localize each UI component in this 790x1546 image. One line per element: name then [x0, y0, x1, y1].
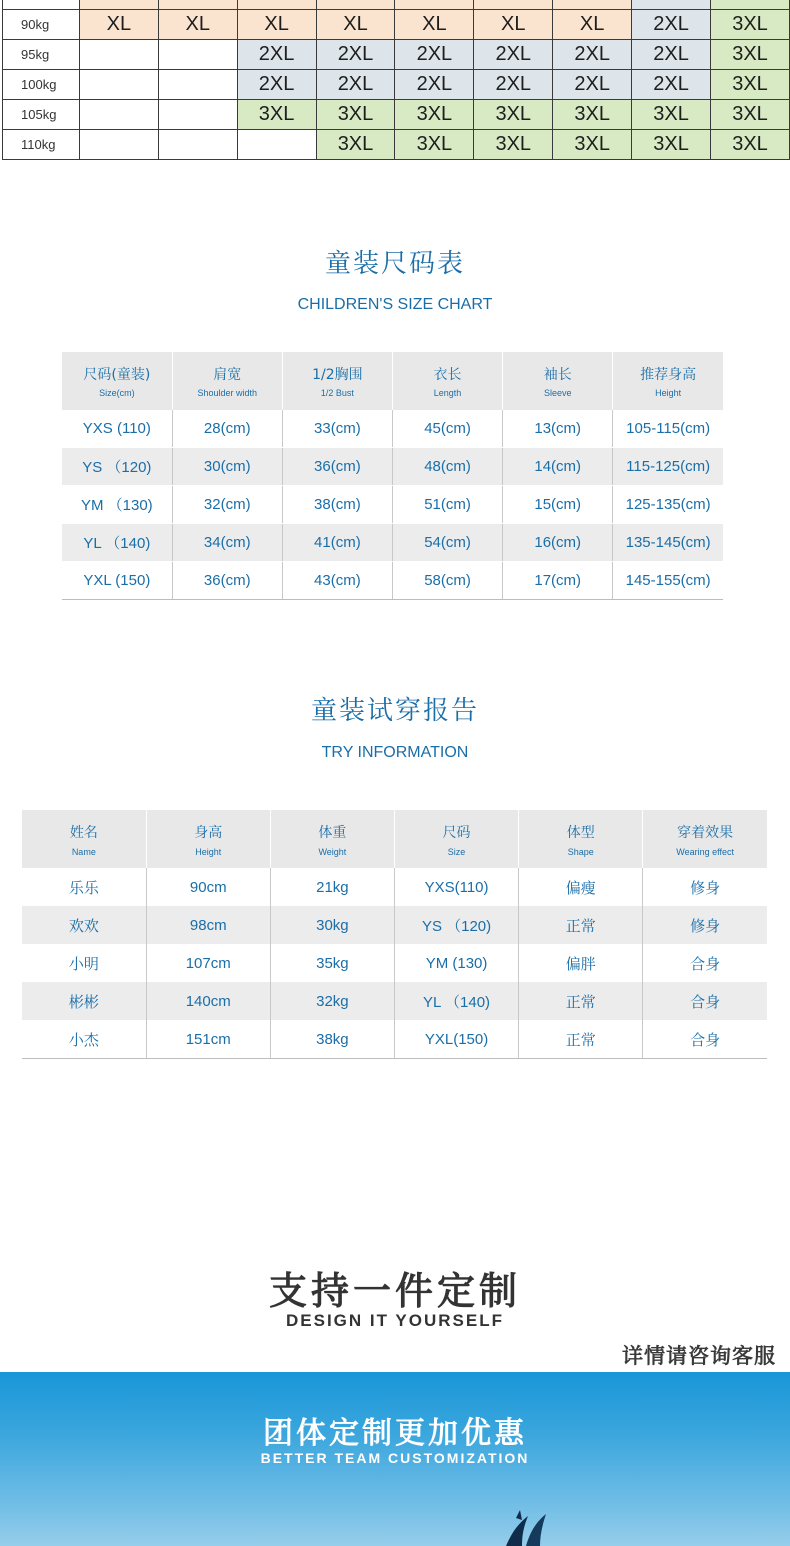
try-cell: 38kg	[270, 1020, 394, 1059]
adult-size-cell	[79, 70, 158, 100]
adult-size-cell: 3XL	[395, 130, 474, 160]
kids-cell: 58(cm)	[392, 562, 502, 600]
kids-cell: 48(cm)	[392, 448, 502, 486]
kids-header-cell	[282, 352, 392, 410]
adult-row	[3, 10, 790, 40]
adult-size-cell	[158, 130, 237, 160]
adult-size-cell: 3XL	[711, 70, 790, 100]
adult-size-cell: XL	[553, 10, 632, 40]
adult-size-cell	[79, 100, 158, 130]
kids-header-cn: 袖长	[543, 367, 572, 383]
kids-header-cn: 推荐身高	[640, 367, 697, 383]
adult-weight-cell: 100kg	[3, 70, 80, 100]
kids-header-en: Size(cm)	[99, 388, 135, 398]
kids-row	[62, 486, 723, 524]
adult-cell-partial	[711, 0, 790, 10]
kids-cell: 17(cm)	[503, 562, 613, 600]
kids-header-en: Shoulder width	[197, 388, 257, 398]
kids-cell: 28(cm)	[172, 410, 282, 448]
adult-size-cell: 2XL	[474, 40, 553, 70]
try-header-en: Name	[71, 846, 96, 857]
design-subtitle: DESIGN IT YOURSELF	[286, 1311, 504, 1330]
try-cell: YL （140)	[394, 982, 518, 1020]
kids-cell: 34(cm)	[172, 524, 282, 562]
try-cell: 彬彬	[22, 982, 146, 1020]
kids-header-cn: 肩宽	[213, 367, 242, 383]
adult-size-cell	[158, 40, 237, 70]
adult-row	[3, 130, 790, 160]
banner-title: 团体定制更加优惠	[263, 1416, 527, 1451]
adult-size-cell: XL	[474, 10, 553, 40]
adult-size-cell: XL	[237, 10, 316, 40]
kids-cell: YL （140)	[62, 524, 172, 562]
try-header-cn: 尺码	[442, 824, 471, 841]
adult-size-cell: 2XL	[474, 70, 553, 100]
kids-cell: 15(cm)	[503, 486, 613, 524]
kids-row	[62, 524, 723, 562]
try-cell: 107cm	[146, 944, 270, 982]
kids-cell: 36(cm)	[172, 562, 282, 600]
try-header-cell	[22, 810, 146, 868]
try-cell: 偏胖	[519, 944, 643, 982]
try-cell: YXS(110)	[394, 868, 518, 906]
kids-chart-subtitle: CHILDREN'S SIZE CHART	[297, 296, 493, 313]
adult-size-cell	[237, 130, 316, 160]
adult-size-cell: 2XL	[395, 70, 474, 100]
try-header-en: Shape	[567, 846, 594, 857]
kids-header-en: Sleeve	[543, 388, 572, 398]
try-header-cn: 体型	[566, 824, 595, 841]
adult-row	[3, 100, 790, 130]
kids-cell: 13(cm)	[503, 410, 613, 448]
adult-size-cell: 3XL	[553, 130, 632, 160]
try-row	[22, 982, 767, 1020]
kids-cell: 32(cm)	[172, 486, 282, 524]
try-cell: 小杰	[22, 1020, 146, 1059]
adult-cell-partial	[79, 0, 158, 10]
adult-size-cell: 3XL	[632, 130, 711, 160]
try-cell: 151cm	[146, 1020, 270, 1059]
banner-decoration-icon	[498, 1502, 558, 1546]
try-cell: 正常	[519, 906, 643, 944]
try-report-title: 童装试穿报告	[310, 696, 479, 726]
try-cell: YXL(150)	[394, 1020, 518, 1059]
adult-cell-partial	[237, 0, 316, 10]
adult-weight-cell: 95kg	[3, 40, 80, 70]
try-header-en: Weight	[318, 846, 347, 857]
try-cell: 小明	[22, 944, 146, 982]
adult-weight-cell: 110kg	[3, 130, 80, 160]
adult-size-cell: 3XL	[711, 100, 790, 130]
try-cell: 30kg	[270, 906, 394, 944]
try-header-en: Size	[447, 846, 466, 857]
adult-size-cell: XL	[395, 10, 474, 40]
try-cell: 140cm	[146, 982, 270, 1020]
adult-size-cell: 3XL	[474, 100, 553, 130]
kids-cell: 51(cm)	[392, 486, 502, 524]
adult-cell-partial	[158, 0, 237, 10]
try-row	[22, 906, 767, 944]
kids-size-table	[62, 352, 723, 600]
adult-size-cell: 3XL	[711, 10, 790, 40]
try-cell: 欢欢	[22, 906, 146, 944]
adult-size-cell: 2XL	[316, 70, 395, 100]
try-cell: 修身	[643, 868, 767, 906]
try-header-cell	[643, 810, 767, 868]
consult-note: 详情请咨询客服	[622, 1344, 776, 1368]
kids-cell: 45(cm)	[392, 410, 502, 448]
adult-weight-cell: 90kg	[3, 10, 80, 40]
try-cell: YS （120)	[394, 906, 518, 944]
kids-row	[62, 562, 723, 600]
adult-size-cell: 2XL	[632, 70, 711, 100]
try-cell: 32kg	[270, 982, 394, 1020]
try-header-cn: 身高	[194, 824, 223, 841]
kids-cell: YS （120)	[62, 448, 172, 486]
kids-cell: 30(cm)	[172, 448, 282, 486]
adult-size-cell: 3XL	[711, 130, 790, 160]
adult-size-cell: XL	[79, 10, 158, 40]
kids-cell: 115-125(cm)	[613, 448, 723, 486]
kids-cell: 38(cm)	[282, 486, 392, 524]
kids-header-cell	[503, 352, 613, 410]
adult-size-cell	[158, 70, 237, 100]
adult-size-cell: 3XL	[316, 100, 395, 130]
kids-cell: 54(cm)	[392, 524, 502, 562]
kids-header-cell	[62, 352, 172, 410]
adult-size-cell: 2XL	[632, 40, 711, 70]
try-cell: 35kg	[270, 944, 394, 982]
adult-size-cell: 3XL	[632, 100, 711, 130]
adult-size-cell: 3XL	[474, 130, 553, 160]
kids-row	[62, 448, 723, 486]
try-cell: 乐乐	[22, 868, 146, 906]
adult-size-cell: XL	[158, 10, 237, 40]
adult-size-cell: 3XL	[395, 100, 474, 130]
kids-header-en: 1/2 Bust	[320, 388, 354, 398]
try-cell: 偏瘦	[519, 868, 643, 906]
adult-row-partial	[3, 0, 790, 10]
kids-cell: 36(cm)	[282, 448, 392, 486]
try-header-cell	[146, 810, 270, 868]
try-header-en: Height	[195, 846, 222, 857]
adult-cell-partial	[395, 0, 474, 10]
adult-size-cell: 2XL	[395, 40, 474, 70]
team-banner	[0, 1372, 790, 1546]
try-header-cell	[270, 810, 394, 868]
adult-size-cell	[158, 100, 237, 130]
try-cell: 98cm	[146, 906, 270, 944]
kids-cell: YM （130)	[62, 486, 172, 524]
kids-header-cell	[392, 352, 502, 410]
try-header-cn: 体重	[318, 824, 347, 841]
kids-header-cn: 尺码(童装)	[83, 367, 151, 383]
kids-cell: YXS (110)	[62, 410, 172, 448]
adult-row	[3, 40, 790, 70]
kids-header-cn: 1/2胸围	[312, 367, 363, 383]
kids-cell: YXL (150)	[62, 562, 172, 600]
try-cell: 合身	[643, 944, 767, 982]
try-report-subtitle: TRY INFORMATION	[321, 744, 469, 761]
try-cell: 21kg	[270, 868, 394, 906]
adult-cell-partial	[316, 0, 395, 10]
try-row	[22, 1020, 767, 1059]
adult-size-cell: 2XL	[553, 70, 632, 100]
try-cell: 合身	[643, 1020, 767, 1059]
try-cell: 合身	[643, 982, 767, 1020]
adult-size-cell: 3XL	[316, 130, 395, 160]
adult-cell-partial	[632, 0, 711, 10]
try-header-cell	[394, 810, 518, 868]
try-cell: 90cm	[146, 868, 270, 906]
try-cell: 修身	[643, 906, 767, 944]
adult-weight-cell: 105kg	[3, 100, 80, 130]
try-row	[22, 868, 767, 906]
kids-cell: 125-135(cm)	[613, 486, 723, 524]
adult-cell-partial	[553, 0, 632, 10]
adult-size-cell: 2XL	[237, 70, 316, 100]
kids-header-cell	[613, 352, 723, 410]
try-row	[22, 944, 767, 982]
adult-size-cell: 2XL	[237, 40, 316, 70]
kids-chart-title: 童装尺码表	[324, 249, 465, 279]
adult-size-cell	[79, 130, 158, 160]
try-report-table	[22, 810, 767, 1059]
adult-size-cell: 3XL	[553, 100, 632, 130]
adult-size-table	[2, 0, 790, 160]
kids-row	[62, 410, 723, 448]
adult-size-cell	[79, 40, 158, 70]
try-header-cn: 穿着效果	[677, 824, 734, 841]
try-cell: 正常	[519, 982, 643, 1020]
adult-size-cell: 2XL	[316, 40, 395, 70]
kids-cell: 43(cm)	[282, 562, 392, 600]
banner-subtitle: BETTER TEAM CUSTOMIZATION	[260, 1450, 530, 1466]
try-cell: 正常	[519, 1020, 643, 1059]
adult-size-cell: 3XL	[711, 40, 790, 70]
adult-size-cell: 2XL	[632, 10, 711, 40]
adult-cell-partial	[3, 0, 80, 10]
kids-cell: 135-145(cm)	[613, 524, 723, 562]
kids-cell: 145-155(cm)	[613, 562, 723, 600]
adult-size-cell: 2XL	[553, 40, 632, 70]
kids-header-cell	[172, 352, 282, 410]
kids-cell: 16(cm)	[503, 524, 613, 562]
adult-cell-partial	[474, 0, 553, 10]
try-header-cn: 姓名	[69, 824, 98, 841]
kids-cell: 105-115(cm)	[613, 410, 723, 448]
kids-header-en: Length	[433, 388, 462, 398]
try-header-cell	[519, 810, 643, 868]
adult-size-cell: 3XL	[237, 100, 316, 130]
try-cell: YM (130)	[394, 944, 518, 982]
kids-cell: 14(cm)	[503, 448, 613, 486]
adult-size-cell: XL	[316, 10, 395, 40]
design-title: 支持一件定制	[268, 1269, 521, 1313]
adult-row	[3, 70, 790, 100]
kids-cell: 33(cm)	[282, 410, 392, 448]
kids-header-en: Height	[655, 388, 682, 398]
try-header-en: Wearing effect	[676, 846, 734, 857]
kids-header-cn: 衣长	[433, 367, 462, 383]
kids-cell: 41(cm)	[282, 524, 392, 562]
